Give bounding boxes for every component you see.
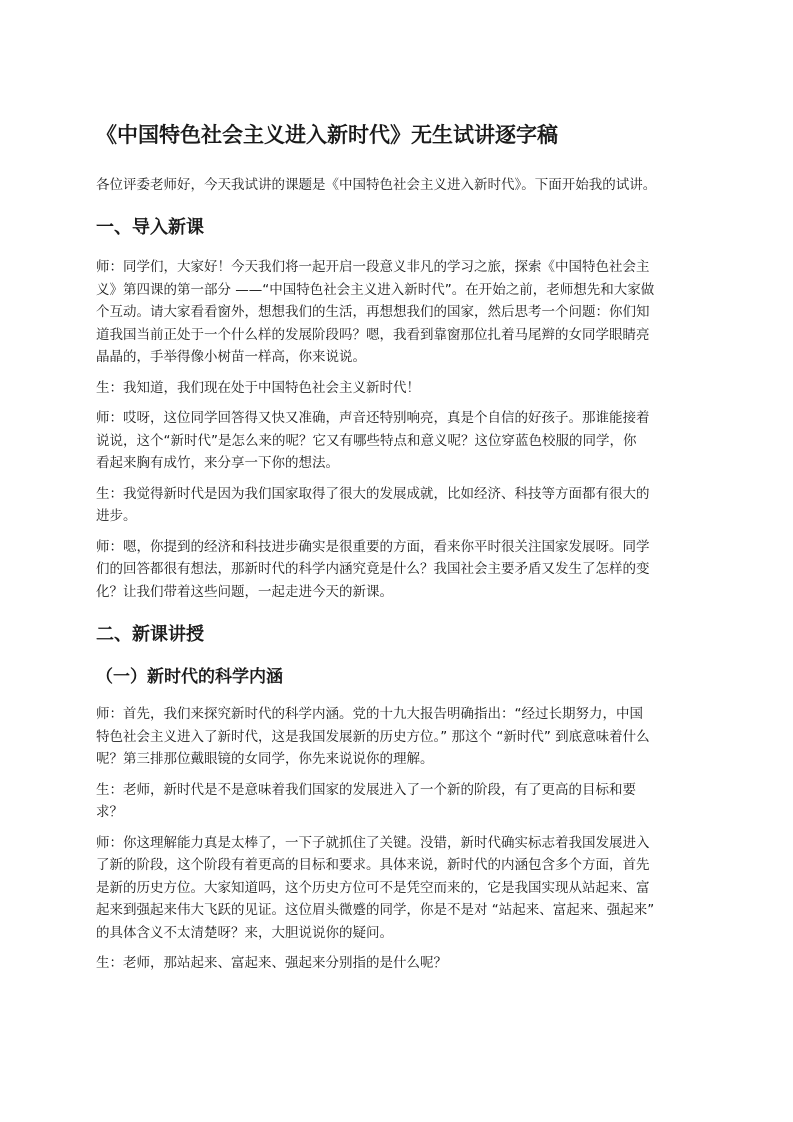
paragraph-line: 生：老师，那站起来、富起来、强起来分别指的是什么呢？ <box>96 955 447 971</box>
dialogue-paragraph <box>96 256 704 369</box>
dialogue-paragraph <box>96 483 704 528</box>
paragraph-line: 的具体含义不太清楚呀？来，大胆说说你的疑问。 <box>96 924 393 941</box>
paragraph-line: 师：哎呀，这位同学回答得又快又准确，声音还特别响亮，真是个自信的好孩子。那谁能接着 <box>96 410 650 426</box>
dialogue-paragraph <box>96 407 704 475</box>
paragraph-line: 进步。 <box>96 508 137 524</box>
dialogue-paragraph <box>96 703 704 771</box>
paragraph-line: 起来到强起来伟大飞跃的见证。这位眉头微蹙的同学，你是不是对 “站起来、富起来、强起来” <box>96 902 655 918</box>
dialogue-paragraph <box>96 536 704 604</box>
intro-paragraph: 各位评委老师好，今天我试讲的课题是《中国特色社会主义进入新时代》。下面开始我的试讲。 <box>96 177 657 193</box>
paragraph-line: 晶晶的，手举得像小树苗一样高，你来说说。 <box>96 349 366 365</box>
section-heading-intro: 一、导入新课 <box>96 217 204 238</box>
document-title: 《中国特色社会主义进入新时代》无生试讲逐字稿 <box>96 123 558 147</box>
paragraph-line: 求？ <box>96 804 123 820</box>
paragraph-line: 呢？第三排那位戴眼镜的女同学，你先来说说你的理解。 <box>96 751 434 767</box>
subsection-heading: （一）新时代的科学内涵 <box>96 667 283 687</box>
paragraph-line: 了新的阶段，这个阶段有着更高的目标和要求。具体来说，新时代的内涵包含多个方面，首先 <box>96 857 650 873</box>
paragraph-line: 师：嗯，你提到的经济和科技进步确实是很重要的方面，看来你平时很关注国家发展呀。同学 <box>96 538 650 555</box>
paragraph-line: 生：我知道，我们现在处于中国特色社会主义新时代！ <box>96 379 420 396</box>
paragraph-line: 义》第四课的第一部分 ——“中国特色社会主义进入新时代”。在开始之前，老师想先和大家做 <box>96 281 655 298</box>
dialogue-paragraph <box>96 952 704 975</box>
paragraph-line: 看起来胸有成竹，来分享一下你的想法。 <box>96 455 339 471</box>
paragraph-line: 生：老师，新时代是不是意味着我们国家的发展进入了一个新的阶段，有了更高的目标和要 <box>96 781 636 798</box>
paragraph-line: 师：你这理解能力真是太棒了，一下子就抓住了关键。没错，新时代确实标志着我国发展进入 <box>96 834 650 851</box>
dialogue-paragraph <box>96 832 704 945</box>
document-page <box>96 118 704 983</box>
paragraph-line: 生：我觉得新时代是因为我们国家取得了很大的发展成就，比如经济、科技等方面都有很大的 <box>96 485 650 502</box>
dialogue-paragraph <box>96 779 704 824</box>
paragraph-line: 特色社会主义进入了新时代，这是我国发展新的历史方位。” 那这个 “新时代” 到底意味着什么 <box>96 728 650 745</box>
paragraph-line: 师：同学们，大家好！今天我们将一起开启一段意义非凡的学习之旅，探索《中国特色社会主 <box>96 259 650 275</box>
paragraph-line: 道我国当前正处于一个什么样的发展阶段吗？嗯，我看到靠窗那位扎着马尾辫的女同学眼睛亮 <box>96 326 650 343</box>
section-intro-body <box>96 256 704 603</box>
section-heading-lecture: 二、新课讲授 <box>96 624 204 645</box>
paragraph-line: 说说，这个“新时代”是怎么来的呢？它又有哪些特点和意义呢？这位穿蓝色校服的同学，你 <box>96 432 637 449</box>
paragraph-line: 个互动。请大家看看窗外，想想我们的生活，再想想我们的国家，然后思考一个问题：你们知 <box>96 304 650 320</box>
paragraph-line: 们的回答都很有想法，那新时代的科学内涵究竟是什么？我国社会主要矛盾又发生了怎样的变 <box>96 561 650 577</box>
paragraph-line: 是新的历史方位。大家知道吗，这个历史方位可不是凭空而来的，它是我国实现从站起来、富 <box>96 879 650 896</box>
dialogue-paragraph <box>96 377 704 400</box>
paragraph-line: 师：首先，我们来探究新时代的科学内涵。党的十九大报告明确指出：“经过长期努力，中国 <box>96 706 643 722</box>
paragraph-line: 化？让我们带着这些问题，一起走进今天的新课。 <box>96 583 393 600</box>
section-lecture-body <box>96 703 704 975</box>
